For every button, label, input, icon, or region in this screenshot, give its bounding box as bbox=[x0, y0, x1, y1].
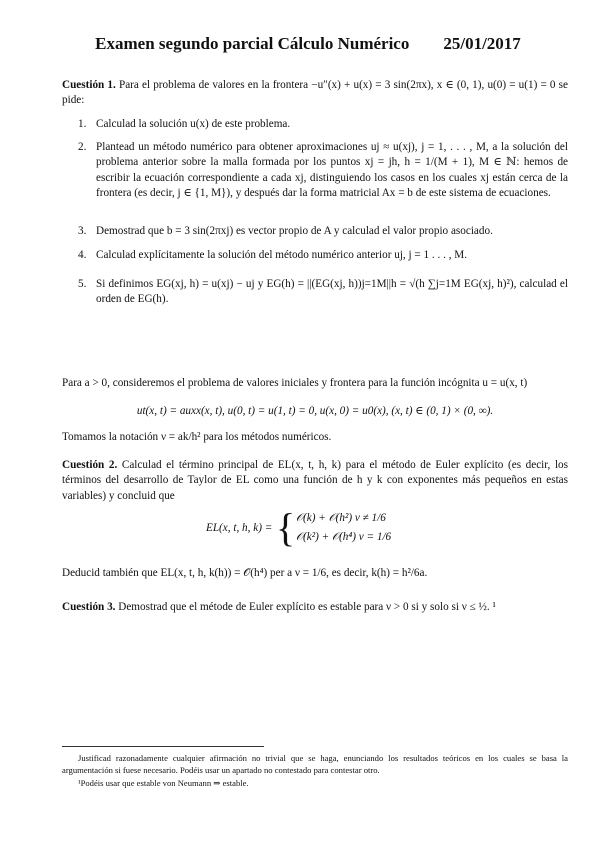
footnote-1: ¹Podéis usar que estable von Neumann ⇒ estable. bbox=[78, 778, 249, 788]
footnote-divider bbox=[62, 746, 264, 747]
item-number: 4. bbox=[78, 249, 87, 261]
q1-item-5 bbox=[80, 277, 568, 308]
item-text: Si definimos EG(xj, h) = u(xj) − uj y EG(h) = ||(EG(xj, h))j=1M||h = √(h ∑j=1M EG(xj, h)²), calculad el orden de EG(h). bbox=[96, 278, 568, 306]
item-number: 1. bbox=[78, 118, 87, 130]
q3-label: Cuestión 3. bbox=[62, 601, 116, 613]
problem-intro: Para a > 0, consideremos el problema de valores iniciales y frontera para la función incógnita u = u(x, t) bbox=[62, 377, 528, 389]
q3-body: Demostrad que el métode de Euler explícito es estable para ν > 0 si y solo si ν ≤ ½. ¹ bbox=[118, 601, 496, 613]
q2-body: Calculad el término principal de EL(x, t, h, k) para el método de Euler explícito (es decir, los términos del desarrollo de Taylor de EL como una función de h y k con exponentes más pequeños en estas variables) y concluid que bbox=[62, 459, 568, 502]
cases-lhs: EL(x, t, h, k) = bbox=[206, 522, 273, 534]
q2-text bbox=[62, 458, 568, 504]
footnote-instructions: Justificad razonadamente cualquier afirmación no trivial que se haga, enunciando los resultados teóricos en los cuales se basa la argumentación si fuese necesario. Podéis usar un apartado no contestado para contestar otro. bbox=[62, 753, 568, 775]
q2-label: Cuestión 2. bbox=[62, 459, 118, 471]
item-number: 3. bbox=[78, 225, 87, 237]
case-2: 𝒪(k²) + 𝒪(h⁴) ν = 1/6 bbox=[296, 531, 392, 543]
item-number: 2. bbox=[78, 141, 87, 153]
item-text: Calculad la solución u(x) de este problema. bbox=[96, 118, 291, 130]
q1-item-4 bbox=[80, 248, 568, 263]
left-brace-icon: { bbox=[276, 505, 296, 550]
notation-line: Tomamos la notación ν = ak/h² para los métodos numéricos. bbox=[62, 431, 332, 443]
pde-equation: ut(x, t) = auxx(x, t), u(0, t) = u(1, t) = 0, u(x, 0) = u0(x), (x, t) ∈ (0, 1) × (0, ∞). bbox=[136, 405, 494, 417]
q1-label: Cuestión 1. bbox=[62, 79, 116, 91]
q3-text bbox=[62, 600, 568, 615]
q1-intro bbox=[62, 78, 568, 109]
q1-item-3 bbox=[80, 224, 568, 239]
exam-title: Examen segundo parcial Cálculo Numérico 25/01/2017 bbox=[95, 34, 521, 53]
item-text: Calculad explícitamente la solución del método numérico anterior uj, j = 1 . . . , M. bbox=[96, 249, 468, 261]
q1-item-2 bbox=[80, 140, 568, 202]
case-1: 𝒪(k) + 𝒪(h²) ν ≠ 1/6 bbox=[296, 512, 386, 524]
q2-deduce: Deducid también que EL(x, t, h, k(h)) = 𝒪(h⁴) per a ν = 1/6, es decir, k(h) = h²/6a. bbox=[62, 567, 428, 579]
item-text: Demostrad que b = 3 sin(2πxj) es vector propio de A y calculad el valor propio asociado. bbox=[96, 225, 493, 237]
q1-intro-text: Para el problema de valores en la frontera −u″(x) + u(x) = 3 sin(2πx), x ∈ (0, 1), u(0) = u(1) = 0 se pide: bbox=[62, 79, 568, 107]
q1-item-1 bbox=[80, 117, 568, 132]
item-number: 5. bbox=[78, 278, 87, 290]
item-text: Plantead un método numérico para obtener aproximaciones uj ≈ u(xj), j = 1, . . . , M, a la solución del problema anterior sobre la malla formada por los puntos xj = jh, h = 1/(M + 1), M ∈ ℕ: hemos de escribir la ecuación correspondiente a cada xj, distinguiendo los casos en los cuales xj están cerca de la frontera (es decir, j ∈ {1, M}), y después dar la forma matricial Ax = b de este sistema de ecuaciones. bbox=[96, 141, 568, 200]
